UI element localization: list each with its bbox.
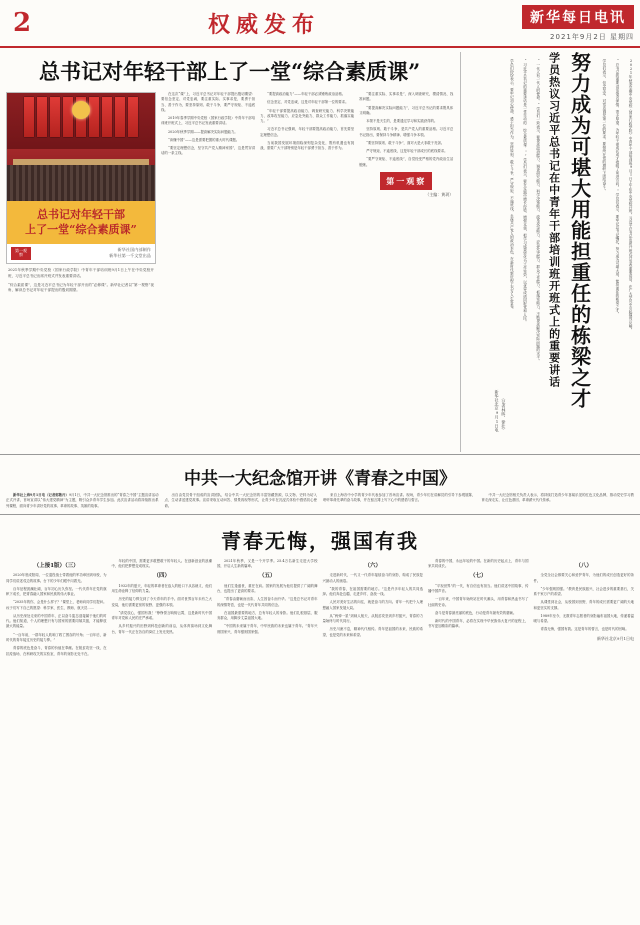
- poster-caption: [6, 264, 156, 294]
- bottom-col-1: [6, 559, 107, 660]
- paragraph: 1989年至今，无数青年志愿者的身影遍布祖国大地，传递着温暖与希望。: [533, 613, 634, 624]
- paragraph: 历史川流不息，精神代代相传。青年是祖国的未来、民族的希望，也是党的未来和希望。: [322, 627, 423, 637]
- paragraph: 奋斗是青春最亮丽的底色，行动是青年最有效的磨砺。: [435, 610, 517, 615]
- bottom-col-6: [534, 559, 635, 660]
- paragraph: 1932年的夏天，年轻的革命者在敌人的枪口下从容就义，他们用生命诠释了信仰的力量。: [111, 583, 212, 594]
- paragraph: “要坚持原则、敢于斗争”，面对大是大非敢于亮剑。: [366, 140, 445, 145]
- top-article-right: [464, 52, 634, 452]
- right-col-5: [519, 52, 528, 432]
- paragraph: “年轻干部要提高政治能力、调查研究能力、科学决策能力、改革攻坚能力、应急处突能力、群众工作能力、抓落实能力。”: [260, 108, 355, 124]
- paragraph: 在这次“课”上，习近平总书记对年轻干部提出殷切期望：要信念坚定、对党忠诚，要注重实际、实事求是，要勇于担当、善于作为，要坚持原则、敢于斗争，要严守规矩、不逾底线。: [161, 92, 256, 112]
- caption-para: 2021年秋季学期中央党校（国家行政学院）中青年干部培训班9月1日上午在中央党校开班，习近平总书记出席开班式并发表重要讲话。: [8, 268, 154, 278]
- paragraph: 百年征程波澜壮阔，百年初心历久弥坚。一代代青年在党的旗帜下成长，把青春融入国家和民族的伟大事业。: [6, 586, 107, 597]
- bottom-col-4: [323, 559, 424, 660]
- paragraph: 从课堂到社会，从校园到田野，青年的成长需要更广阔的天地和更坚实的支撑。: [533, 600, 634, 610]
- mid-headline: 中共一大纪念馆开讲《青春之中国》: [184, 469, 456, 489]
- paragraph: 2020年底成阳周，一位退役战士带着他的军功章回到母校，为同学们讲述戍边的故事。台下的少年们眼中闪着光。: [6, 573, 107, 583]
- right-dateline: 新华社北京9月1日电: [494, 390, 500, 432]
- top-text-columns: [161, 92, 453, 297]
- right-byline: （记者林晖、徐壮）: [501, 396, 507, 432]
- paragraph: “总书记的重要讲话饱含深情、寄予厚望，为年轻干部成长成才指明了前进方向。”学员们表示，要牢记总书记嘱托，努力成为可堪大用、能担重任的栋梁之才。: [615, 59, 620, 316]
- paragraph: 2021年秋季学期中央党校（国家行政学院）中青年干部培训班9月1日上午在中央党校开班。习近平总书记出席开班式并发表重要讲话，在广大学员中引起强烈反响。: [629, 59, 633, 332]
- first-observation-badge: 第一观察: [380, 172, 432, 190]
- paragraph: “一代人有一代人的使命。”学员们一致表示，要提高政治能力、调查研究能力、科学决策能力、改革攻坚能力、应急处突能力、群众工作能力、抓落实能力，不断提高解决实际问题的水平。: [536, 59, 541, 363]
- issue-date: 2021年9月2日 星期四: [550, 32, 634, 41]
- paragraph: “我的青春，在祖国需要的地方。”这是许多年轻人的共同选择。他们奔赴边疆、走进乡村、奋战一线。: [322, 586, 423, 597]
- paragraph: 中共一大纪念馆相关负责人表示，将持续打造青少年喜闻乐见的红色文化品牌，推动党史学习教育走深走实，让红色基因、革命薪火代代传承。: [481, 493, 634, 503]
- paragraph: “一百年前，一群年轻人吹响了救亡图存的号角；一百年后，新时代的青年接过历史的接力棒。”: [6, 632, 107, 642]
- masthead: [0, 0, 640, 48]
- poster-credit-line2: 新华社第一千文堂出品: [109, 253, 151, 259]
- party-emblem-icon: [72, 101, 90, 119]
- mid-lead: 新华社上海9月1日电（记者郭敬丹）: [13, 493, 69, 497]
- section-heading: （八）: [575, 562, 592, 569]
- top-article: [0, 48, 640, 452]
- paragraph: 坚持原则、敢于斗争，是共产党人的重要品格。习近平总书记指出，要保持斗争精神、增强斗争本领。: [359, 127, 454, 137]
- section-divider-2: [0, 514, 640, 515]
- stage: [7, 149, 155, 201]
- right-col-3: [599, 52, 608, 432]
- bottom-endline: 新华社北京9月1日电: [596, 635, 634, 641]
- newspaper-logo: 新华每日电讯: [522, 5, 634, 29]
- bottom-article: [0, 517, 640, 664]
- paragraph: “要提高解决实际问题能力”，习近平总书记的要求既具体又明确。: [359, 105, 454, 115]
- paragraph: “要严守规矩、不逾底线”，自觉经受严格的党内政治生活锻炼。: [359, 157, 454, 167]
- right-col-1: [625, 52, 634, 432]
- paragraph: 从乡村振兴的田野到科技创新的前沿，从体育赛场到文化舞台，青年一代正在各自的岗位上发光发热。: [111, 624, 212, 634]
- paragraph: 在祖国最需要的地方，总有年轻人的身影。他们扎根基层、服务群众，用脚步丈量祖国大地。: [217, 610, 318, 621]
- paragraph: 当前我国发展环境面临深刻复杂变化，既有机遇也有挑战，需要广大干部特别是年轻干部勇于担当、善于作为。: [260, 140, 355, 151]
- bottom-col-2: [112, 559, 213, 660]
- section-heading: （五）: [258, 573, 276, 580]
- caption-para: “综合素质课”，这是习近平总书记为年轻干部开出的“必修课”。新华社记者以“第一观察”视角，解读总书记对年轻干部提出的殷切期望。: [8, 282, 154, 293]
- poster-and-caption: [6, 92, 156, 297]
- right-col-6: [493, 52, 516, 432]
- paragraph: 年轻的中国，需要更多敢想敢干的年轻人。在创新创业的浪潮中，他们把梦想变成现实。: [111, 558, 212, 569]
- paragraph: 严守规矩、不逾底线，这是年轻干部成长的底线要求。: [366, 149, 448, 154]
- first-observation-stamp: 第一观察: [11, 247, 31, 261]
- paragraph: “中国的未来属于青年，中华民族的未来也属于青年。”青年兴则国家兴，青年强则国家强。: [217, 624, 318, 634]
- paragraph: 历史的接力棒交到了今天青年的手中。面对世界百年未有之大变局，他们需要更宽的视野、更强的本领。: [111, 597, 212, 607]
- masthead-logo-area: [484, 5, 640, 42]
- section-heading: （上接1版）（三）: [33, 562, 79, 569]
- top-col-3: [359, 92, 453, 297]
- paragraph: “要坚定理想信念，坚守共产党人精神家园”，这是贯穿讲话的一条主线。: [161, 146, 256, 156]
- paragraph: 人民对美好生活的向往，就是奋斗的方向。青年一代把个人理想融入国家发展大局。: [322, 600, 423, 610]
- top-article-left: [6, 52, 457, 452]
- top-headline: 总书记对年轻干部上了一堂“综合素质课”: [39, 59, 421, 84]
- paragraph: 青春的底色是奋斗，青春的价值在奉献。在脱贫攻坚一线，在抗疫战场，在科研攻关的实验室，青年的身影无处不在。: [6, 646, 107, 656]
- poster-credit: [7, 244, 155, 263]
- poster-band-line2: 上了一堂“综合素质课”: [25, 222, 137, 236]
- paragraph: 学员们纷纷表示，要牢记初心使命，勇于担当作为，坚持原则、敢于斗争，严守规矩、不逾底线，永葆共产党人的政治本色，在新时代新征程上书写人生答卷。: [510, 59, 515, 311]
- bottom-col-3: [217, 559, 318, 660]
- bottom-col-5: [428, 559, 529, 660]
- poster-band: [7, 201, 155, 244]
- top-subheadline-vertical: 学员热议习近平总书记在中青年干部培训班开班式上的重要讲话: [547, 52, 561, 388]
- congress-photo: [7, 93, 155, 201]
- paragraph: 新时代的中国青年，必将在实现中华民族伟大复兴的征程上，书写更加精彩的篇章。: [428, 619, 529, 629]
- paragraph: 习近平总书记强调，年轻干部要提高政治能力，首先要坚定理想信念。: [260, 127, 355, 137]
- bottom-headline: 青春无悔，强国有我: [221, 528, 419, 553]
- paragraph: 2020年秋季学期——提高解决实际问题能力。: [168, 129, 238, 134]
- paragraph: “要注重实际、实事求是”，深入调查研究，摸清情况、找准问题。: [359, 92, 454, 102]
- paragraph: 从历史深处走来的中国青年，正以奋斗姿态迎接属于他们的时代。他们知道，个人的理想只有与国家的需要同频共振，才能释放最大的能量。: [6, 613, 107, 629]
- paragraph: 青春无悔，强国有我。这是青年的誓言，也是时代的回响。: [540, 627, 629, 632]
- poster-band-line1: 总书记对年轻干部: [37, 208, 125, 221]
- right-col-4: [533, 52, 542, 432]
- paragraph: 走进新时代，一代又一代青年接续奋斗的身影，构成了民族复兴最动人的画卷。: [322, 573, 423, 583]
- paragraph: “少年强则国强。”教育是民族振兴、社会进步的重要基石，关系千家万户的希望。: [533, 586, 634, 597]
- top-col-1: [161, 92, 255, 297]
- page-number: 2: [12, 8, 32, 38]
- section-heading: （四）: [153, 573, 170, 580]
- poster-graphic: [6, 92, 156, 264]
- mid-col-2: [165, 493, 318, 512]
- section-heading: （七）: [469, 573, 487, 580]
- paragraph: 一百年来，中国青年始终站在时代潮头，用青春和热血书写了壮丽的史诗。: [428, 597, 529, 607]
- paragraph: “请党放心，强国有我！”铮铮誓言响彻云霄，这是新时代中国青年对党和人民的庄严承诺。: [111, 610, 212, 621]
- paragraph: 他们生逢盛世，重任在肩。国家的发展为他们提供了广阔的舞台，也提出了更高的要求。: [217, 583, 318, 594]
- paragraph: 来自上海各中小学的青少年代表参加了首场宣讲。现场，青少年们在讲解员的引导下参观展陈，聆听革命先辈的奋斗故事，并在留言簿上写下心中的感悟与誓言。: [323, 493, 476, 503]
- right-col-2: [612, 52, 621, 432]
- page-title: 权威发布: [207, 11, 320, 38]
- section-divider: [0, 454, 640, 455]
- mid-col-3: [323, 493, 476, 512]
- paragraph: 2019年春季学期中央党校（国家行政学院）中青年干部培训班开班式上，习近平总书记发表重要讲话。: [161, 116, 256, 126]
- top-col-2: [260, 92, 354, 297]
- column-divider: [460, 52, 461, 452]
- top-byline: （主编：黄玥）: [425, 192, 454, 198]
- paragraph: 2021年秋季，又是一个开学季。25.4万名新生走进大学校园，开启人生新的篇章。: [217, 558, 318, 569]
- section-heading: （六）: [364, 562, 381, 569]
- paragraph-text: 9月1日，中共一大纪念馆推出的“青春之中国”主题宣讲活动正式开讲，首场宣讲以“伟大建党精神”为主题，吸引众多青年学生参加。此次宣讲活动将持续推出系列课程，面向青少年讲好党的故事、革命的故事、英雄的故事。: [6, 493, 159, 508]
- mid-columns: [6, 493, 634, 512]
- mid-col-1: [6, 493, 159, 512]
- paragraph: [6, 493, 159, 509]
- paragraph: 全党全社会都要关心和爱护青年，为他们的成长创造更好的条件。: [533, 573, 634, 583]
- bottom-columns: [6, 559, 634, 660]
- paragraph: “青春由磨砺而出彩，人生因奋斗而升华。”这是总书记对青年的深情寄语，也是一代代青年共同的信念。: [217, 597, 318, 607]
- paragraph: “读懂中国”——这是需要把握的重大时代课题。: [168, 137, 240, 142]
- paragraph: “要提高政治能力”——年轻干部必须锤炼政治品格。: [267, 92, 346, 96]
- mid-col-4: [482, 493, 635, 512]
- paragraph: “2035年的你，会是什么样子？”课堂上，老师向同学们提问。孩子们写下自己的愿望：科学家、医生、教师、航天员……: [6, 600, 107, 610]
- paragraph: 学员们表示，信念坚定、对党忠诚是第一位的要求，要始终在党的旗帜下团结奋斗。: [602, 59, 607, 193]
- paragraph: 从“两弹一星”到载人航天，从脱贫攻坚到乡村振兴，青春的力量始终与时代同行。: [322, 613, 423, 624]
- paragraph: “习近平总书记的重要讲话是一堂生动的‘综合素质课’。”学员们表示，要在实践中增长经验、增强本领，把学习成果转化为工作实效，以优异成绩回报党和人民。: [523, 59, 528, 324]
- poster-credit-line1: 新华社国内部制作: [117, 246, 151, 252]
- paragraph: 出自由党员骨干组成的宣讲团队，结合中共一大纪念馆的丰富馆藏资源，以文物、史料为切入点，生动讲述建党故事。宣讲采取互动问答、情景再现等形式，让青少年在沉浸式体验中感悟初心使命。: [164, 493, 317, 508]
- paragraph: “平视世界”的一代，有自信也有担当。他们讲述中国故事，传播中国声音。: [428, 583, 529, 594]
- mid-article: [0, 457, 640, 512]
- paragraph: 青春的中国，永远年轻的中国。在新的历史起点上，青年与国家共同成长。: [428, 558, 529, 569]
- paragraph: 信念坚定、对党忠诚，这是对年轻干部第一位的要求。: [267, 100, 349, 105]
- paragraph: 本领不是天生的，是要通过学习和实践获得的。: [366, 119, 438, 124]
- top-headline-vertical: 努力成为可堪大用能担重任的栋梁之才: [567, 52, 592, 409]
